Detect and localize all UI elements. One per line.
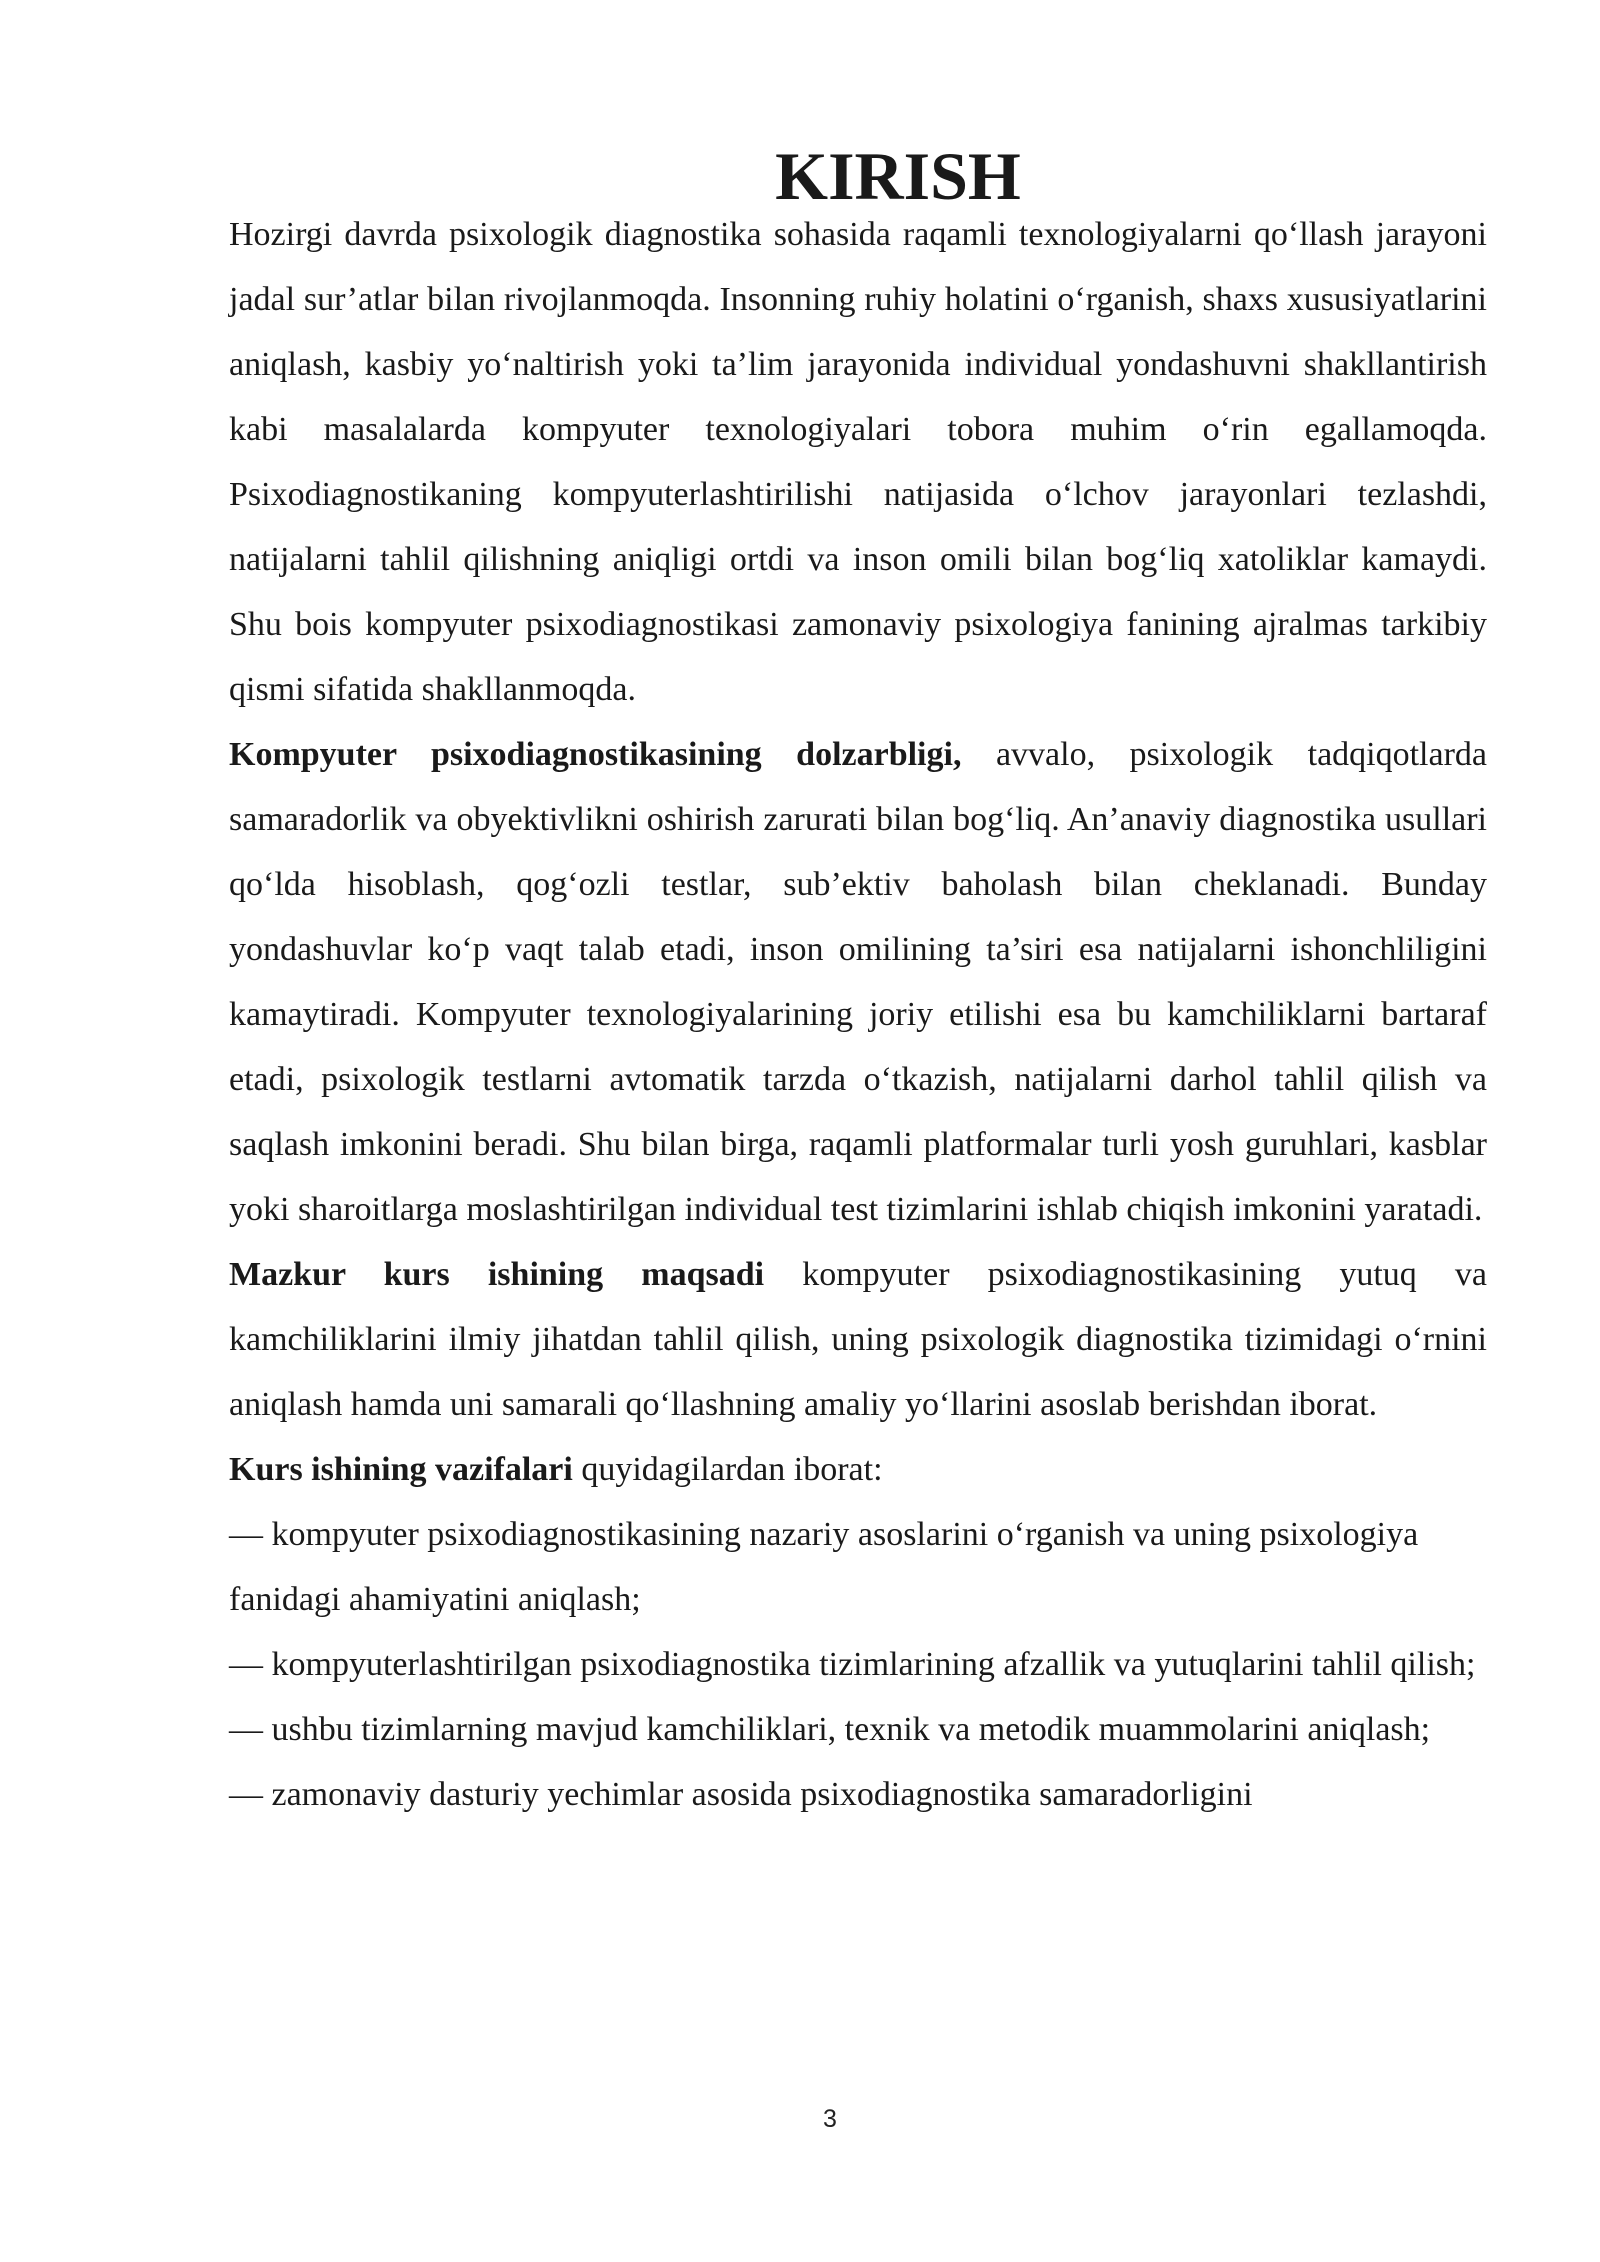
tasks-paragraph xyxy=(229,1437,1487,1502)
task-item: — zamonaviy dasturiy yechimlar asosida psixodiagnostika samaradorligini xyxy=(229,1776,1253,1813)
intro-paragraph: Hozirgi davrda psixologik diagnostika sohasida raqamli texnologiyalarni qo‘llash jarayoni jadal sur’atlar bilan rivojlanmoqda. Insonning ruhiy holatini o‘rganish, shaxs xususiyatlarini aniqlash, kasbiy yo‘naltirish yoki ta’lim jarayonida individual yondashuvni shakllantirish kabi masalalarda kompyuter texnologiyalari tobora muhim o‘rin egallamoqda. Psixodiagnostikaning kompyuterlashtirilishi natijasida o‘lchov jarayonlari tezlashdi, natijalarni tahlil qilishning aniqligi ortdi va inson omili bilan bog‘liq xatoliklar kamaydi. Shu bois kompyuter psixodiagnostikasi zamonaviy psixologiya fanining ajralmas tarkibiy qismi sifatida shakllanmoqda. xyxy=(229,216,1487,708)
goal-text: kompyuter psixodiagnostikasining yutuq va kamchiliklarini ilmiy jihatdan tahlil qilish, uning psixologik diagnostika tizimidagi o‘rnini aniqlash hamda uni samarali qo‘llashning amaliy yo‘llarini asoslab berishdan iborat. xyxy=(229,1256,1487,1423)
section-title: KIRISH xyxy=(775,138,1021,214)
relevance-text: avvalo, psixologik tadqiqotlarda samaradorlik va obyektivlikni oshirish zarurati bilan bog‘liq. An’anaviy diagnostika usullari qo‘lda hisoblash, qog‘ozli testlar, sub’ektiv baholash bilan cheklanadi. Bunday yondashuvlar ko‘p vaqt talab etadi, inson omilining ta’siri esa natijalarni ishonchliligini kamaytiradi. Kompyuter texnologiyalarining joriy etilishi esa bu kamchiliklarni bartaraf etadi, psixologik testlarni avtomatik tarzda o‘tkazish, natijalarni darhol tahlil qilish va saqlash imkonini beradi. Shu bilan birga, raqamli platformalar turli yosh guruhlari, kasblar yoki sharoitlarga moslashtirilgan individual test tizimlarini ishlab chiqish imkonini yaratadi. xyxy=(229,736,1488,1228)
task-item: — kompyuterlashtirilgan psixodiagnostika tizimlarining afzallik va yutuqlarini tahlil qilish; xyxy=(229,1646,1476,1683)
relevance-lead: Kompyuter psixodiagnostikasining dolzarbligi, xyxy=(229,736,962,773)
relevance-paragraph xyxy=(229,722,1487,1242)
task-item: — ushbu tizimlarning mavjud kamchiliklari, texnik va metodik muammolarini aniqlash; xyxy=(229,1711,1431,1748)
document-page xyxy=(229,138,1488,1827)
goal-lead: Mazkur kurs ishining maqsadi xyxy=(229,1256,765,1293)
tasks-text: quyidagilardan iborat: xyxy=(572,1451,883,1488)
page-number: 3 xyxy=(823,2105,837,2133)
goal-paragraph xyxy=(229,1242,1487,1437)
tasks-lead: Kurs ishining vazifalari xyxy=(229,1451,573,1488)
task-item: — kompyuter psixodiagnostikasining nazariy asoslarini o‘rganish va uning psixologiya fanidagi ahamiyatini aniqlash; xyxy=(229,1516,1419,1618)
